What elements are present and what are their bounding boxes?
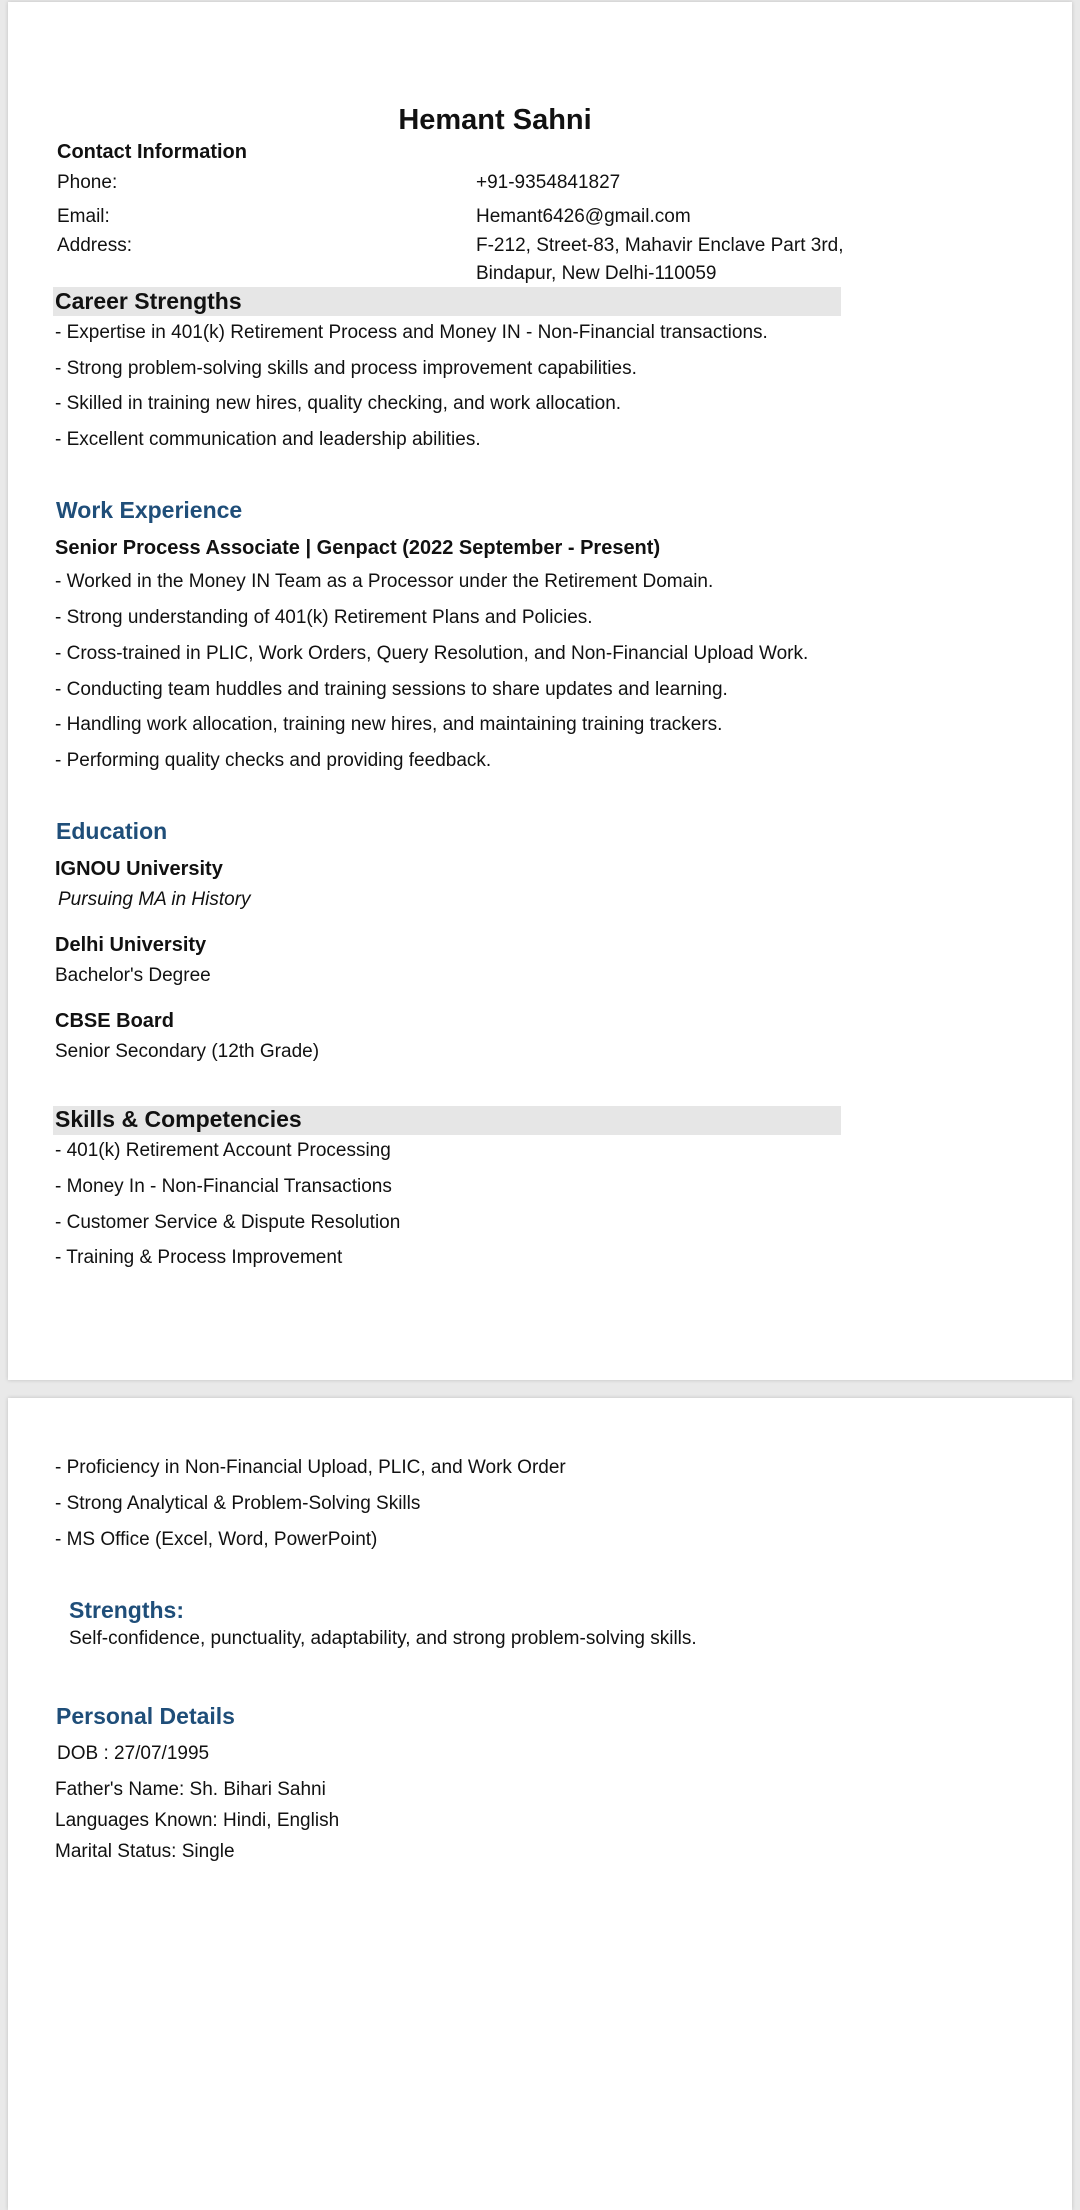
education-institution: Delhi University [55,934,207,956]
career-strength-item: - Excellent communication and leadership abilities. [55,429,481,450]
work-item: - Performing quality checks and providing feedback. [55,750,492,771]
phone-label: Phone: [57,172,118,193]
skill-item: - Training & Process Improvement [55,1247,343,1268]
education-detail: Pursuing MA in History [58,889,251,910]
address-line-2: Bindapur, New Delhi-110059 [476,263,717,284]
career-strength-item: - Strong problem-solving skills and process improvement capabilities. [55,358,637,379]
work-experience-heading: Work Experience [56,497,243,523]
strengths-heading: Strengths: [69,1597,184,1623]
education-institution: IGNOU University [55,858,223,880]
fathers-name: Father's Name: Sh. Bihari Sahni [55,1779,326,1800]
education-institution: CBSE Board [55,1010,174,1032]
strengths-text: Self-confidence, punctuality, adaptability, and strong problem-solving skills. [69,1628,697,1649]
personal-details-heading: Personal Details [56,1703,235,1729]
education-detail: Bachelor's Degree [55,965,211,986]
work-item: - Conducting team huddles and training sessions to share updates and learning. [55,679,728,700]
skill-item: - Customer Service & Dispute Resolution [55,1212,401,1233]
resume-page-1 [8,2,1072,1380]
skills-heading: Skills & Competencies [55,1106,302,1132]
contact-heading: Contact Information [57,141,247,163]
skill-item: - 401(k) Retirement Account Processing [55,1140,391,1161]
address-label: Address: [57,235,132,256]
skill-item: - Proficiency in Non-Financial Upload, PLIC, and Work Order [55,1457,566,1478]
skill-item: - MS Office (Excel, Word, PowerPoint) [55,1529,378,1550]
work-item: - Strong understanding of 401(k) Retirement Plans and Policies. [55,607,593,628]
skill-item: - Money In - Non-Financial Transactions [55,1176,392,1197]
email-value: Hemant6426@gmail.com [476,206,691,227]
career-strength-item: - Expertise in 401(k) Retirement Process and Money IN - Non-Financial transactions. [55,322,768,343]
work-item: - Handling work allocation, training new hires, and maintaining training trackers. [55,714,723,735]
marital-status: Marital Status: Single [55,1841,235,1862]
candidate-name: Hemant Sahni [398,104,592,136]
education-detail: Senior Secondary (12th Grade) [55,1041,320,1062]
email-label: Email: [57,206,110,227]
career-strengths-heading: Career Strengths [55,288,242,314]
work-item: - Worked in the Money IN Team as a Processor under the Retirement Domain. [55,571,714,592]
career-strength-item: - Skilled in training new hires, quality checking, and work allocation. [55,393,622,414]
work-role: Senior Process Associate | Genpact (2022 September - Present) [55,537,661,559]
skill-item: - Strong Analytical & Problem-Solving Skills [55,1493,421,1514]
education-heading: Education [56,818,168,844]
languages-known: Languages Known: Hindi, English [55,1810,340,1831]
work-item: - Cross-trained in PLIC, Work Orders, Query Resolution, and Non-Financial Upload Work. [55,643,809,664]
resume-page-2 [8,1398,1072,2210]
phone-value: +91-9354841827 [476,172,621,193]
dob: DOB : 27/07/1995 [57,1743,210,1764]
address-line-1: F-212, Street-83, Mahavir Enclave Part 3rd, [476,235,844,256]
